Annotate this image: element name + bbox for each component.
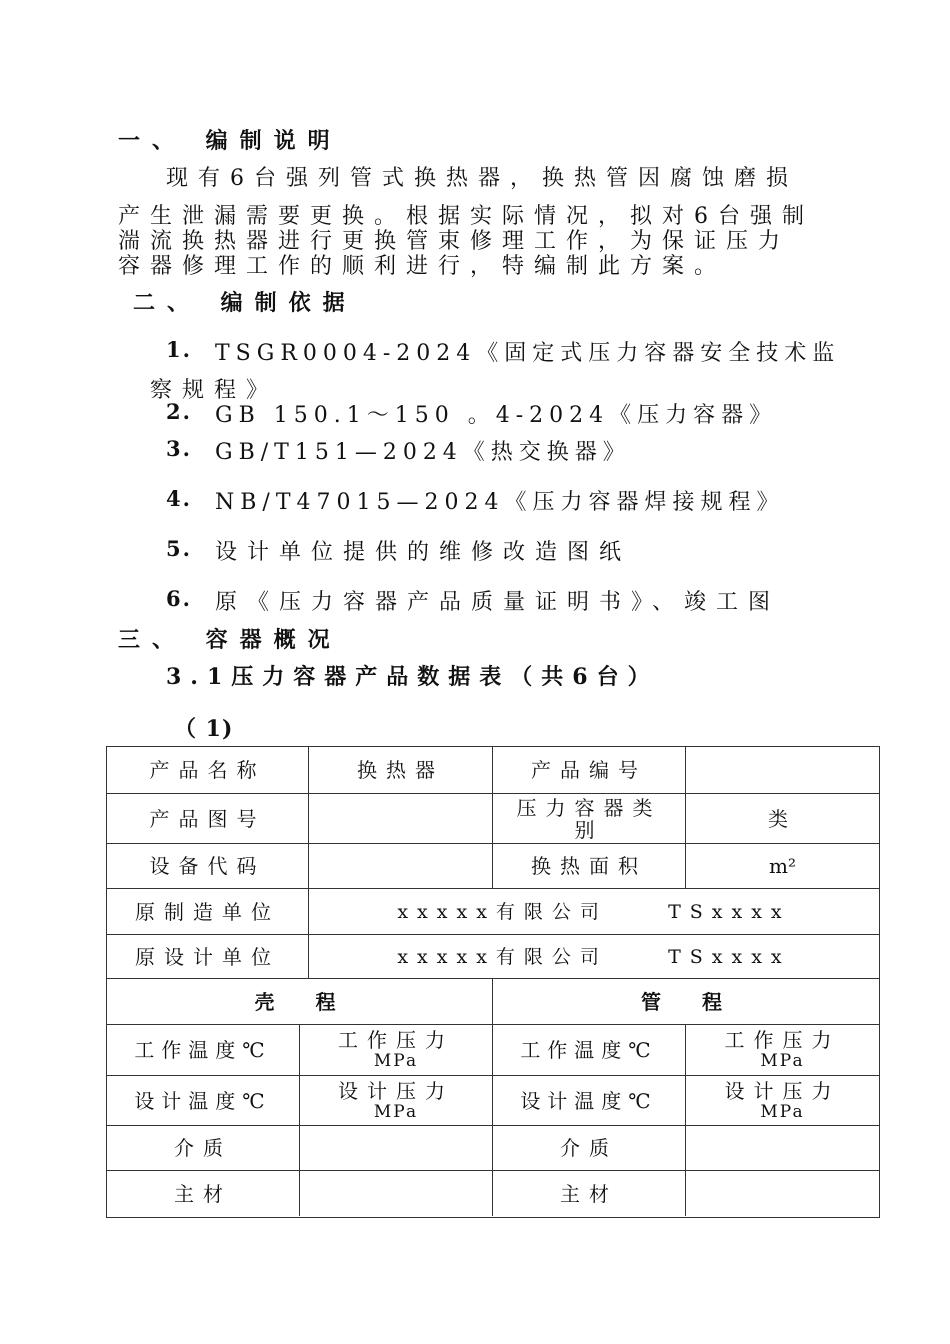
shell-material-label: 主材 (107, 1171, 300, 1216)
list-number: 6. (166, 586, 192, 611)
equipment-code-value (309, 844, 493, 889)
table-label: （ 1) (174, 716, 234, 742)
shell-medium-value (300, 1126, 493, 1171)
shell-design-pressure-unit: MPa (373, 1101, 419, 1122)
list-item-text: NB/T47015—2024《压力容器焊接规程》 (215, 490, 785, 515)
tube-material-value (686, 1171, 879, 1216)
section-heading-2: 二、 编制依据 (133, 290, 357, 316)
tube-design-pressure-label (686, 1076, 879, 1126)
shell-work-pressure-label (300, 1025, 493, 1076)
list-number: 3. (166, 436, 192, 461)
list-item-text: GB 150.1～150 。4-2024《压力容器》 (215, 403, 778, 428)
shell-design-pressure-label (300, 1076, 493, 1126)
designer-value: xxxxx有限公司 TSxxxx (309, 935, 879, 979)
section-heading-1: 一、 编制说明 (118, 128, 342, 154)
tube-design-pressure-unit: MPa (760, 1101, 805, 1122)
shell-work-pressure-unit: MPa (373, 1051, 419, 1071)
product-no-value (686, 747, 879, 794)
heat-area-label: 换热面积 (493, 844, 686, 889)
list-item-text: 设计单位提供的维修改造图纸 (215, 540, 632, 565)
tube-medium-value (686, 1126, 879, 1171)
paragraph-line-4: 容器修理工作的顺利进行，特编制此方案。 (118, 254, 727, 279)
shell-side-header: 壳 程 (107, 979, 493, 1025)
paragraph-line-3: 湍流换热器进行更换管束修理工作，为保证压力 (118, 229, 791, 254)
tube-material-label: 主材 (493, 1171, 686, 1216)
manufacturer-value: xxxxx有限公司 TSxxxx (309, 889, 879, 935)
heat-area-value: m² (686, 844, 879, 889)
product-data-table (106, 746, 880, 1218)
tube-work-pressure-unit: MPa (760, 1051, 805, 1071)
paragraph-line-2: 产生泄漏需要更换。根据实际情况，拟对6台强制 (118, 204, 814, 229)
equipment-code-label: 设备代码 (107, 844, 309, 889)
tube-side-header: 管 程 (493, 979, 879, 1025)
list-item-text: TSGR0004-2024《固定式压力容器安全技术监 (215, 341, 841, 366)
drawing-no-label: 产品图号 (107, 794, 309, 844)
list-number: 4. (166, 486, 192, 511)
tube-design-temp-label: 设计温度℃ (493, 1076, 686, 1126)
list-item-continuation: 察规程》 (150, 378, 279, 403)
shell-material-value (300, 1171, 493, 1216)
shell-design-temp-label: 设计温度℃ (107, 1076, 300, 1126)
tube-medium-label: 介质 (493, 1126, 686, 1171)
shell-medium-label: 介质 (107, 1126, 300, 1171)
product-no-label: 产品编号 (493, 747, 686, 794)
shell-work-temp-label: 工作温度℃ (107, 1025, 300, 1076)
product-name-label: 产品名称 (107, 747, 309, 794)
list-number: 1. (166, 337, 192, 362)
category-value: 类 (686, 794, 879, 844)
category-label (493, 794, 686, 844)
tube-design-pressure-line1: 设计压力 (724, 1078, 841, 1103)
list-item-text: 原《压力容器产品质量证明书》、竣工图 (215, 590, 781, 615)
category-label-line1: 压力容器类 (516, 795, 662, 820)
shell-work-pressure-line1: 工作压力 (338, 1028, 454, 1052)
shell-design-pressure-line1: 设计压力 (338, 1078, 454, 1103)
tube-work-pressure-label (686, 1025, 879, 1076)
section-heading-3: 三、 容器概况 (118, 627, 342, 653)
category-label-line2: 别 (574, 817, 604, 842)
paragraph-line-1: 现有6台强列管式换热器，换热管因腐蚀磨损 (166, 166, 798, 191)
product-name-value: 换热器 (309, 747, 493, 794)
tube-work-pressure-line1: 工作压力 (724, 1028, 841, 1052)
list-item-text: GB/T151—2024《热交换器》 (215, 440, 631, 465)
table-title: 3.1压力容器产品数据表（共6台） (166, 664, 659, 690)
designer-label: 原设计单位 (107, 935, 309, 979)
list-number: 2. (166, 399, 192, 424)
tube-work-temp-label: 工作温度℃ (493, 1025, 686, 1076)
list-number: 5. (166, 536, 192, 561)
manufacturer-label: 原制造单位 (107, 889, 309, 935)
drawing-no-value (309, 794, 493, 844)
